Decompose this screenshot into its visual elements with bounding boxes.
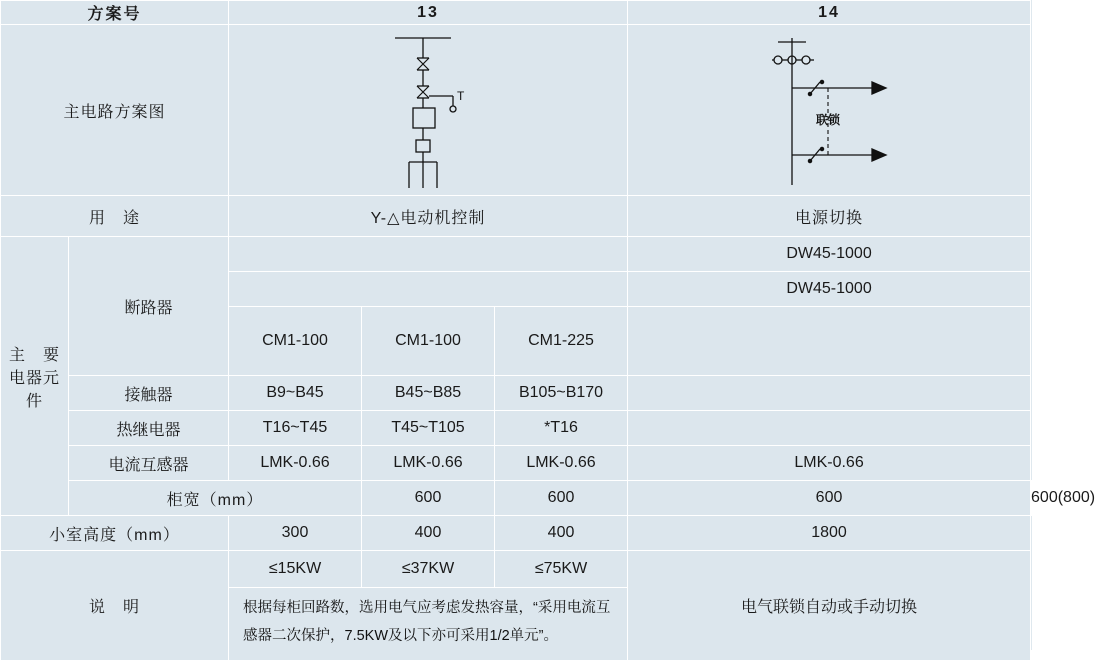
table-row-scheme-number [1, 1, 1032, 25]
star-delta-motor-circuit-icon [373, 30, 483, 190]
row-label-main-circuit-diagram: 主电路方案图 [1, 25, 229, 196]
breaker-14-row1: DW45-1000 [628, 237, 1031, 272]
row-label-current-transformer: 电流互感器 [69, 446, 229, 481]
cabinet-width-13-c: 600 [628, 481, 1031, 516]
row-label-compartment-height: 小室高度（mm） [1, 516, 229, 551]
row-label-note: 说 明 [1, 551, 229, 661]
purpose-value-14: 电源切换 [628, 196, 1031, 237]
purpose-value-13: Y-△电动机控制 [229, 196, 628, 237]
circuit-diagram-13 [229, 25, 628, 196]
power-rating-13-b: ≤37KW [362, 551, 495, 588]
table-row-main-circuit-diagram [1, 25, 1032, 196]
breaker-13-c: CM1-225 [495, 307, 628, 376]
current-transformer-13-b: LMK-0.66 [362, 446, 495, 481]
contactor-13-b: B45~B85 [362, 376, 495, 411]
row-label-contactor: 接触器 [69, 376, 229, 411]
table-row-thermal-relay [1, 411, 1032, 446]
power-rating-13-c: ≤75KW [495, 551, 628, 588]
row-label-scheme-no: 方案号 [1, 1, 229, 25]
scheme-number-13: 13 [229, 1, 628, 25]
compartment-height-13-a: 300 [229, 516, 362, 551]
current-transformer-13-a: LMK-0.66 [229, 446, 362, 481]
main-components-label-line2: 电器元件 [8, 369, 60, 410]
note-14: 电气联锁自动或手动切换 [628, 551, 1031, 661]
thermal-relay-13-a: T16~T45 [229, 411, 362, 446]
diagram-label-transformer: T [457, 89, 465, 103]
circuit-diagram-14-wrap [628, 25, 1030, 195]
breaker-14-row2: DW45-1000 [628, 272, 1031, 307]
scheme-number-14: 14 [628, 1, 1031, 25]
table-row-current-transformer [1, 446, 1032, 481]
row-label-main-components [1, 237, 69, 516]
circuit-diagram-14 [628, 25, 1031, 196]
breaker-13-blank-1 [229, 237, 628, 272]
table-row-purpose [1, 196, 1032, 237]
breaker-14-row3 [628, 307, 1031, 376]
row-label-purpose: 用 途 [1, 196, 229, 237]
note-13-cell [229, 588, 628, 661]
table-row-power-ratings [1, 551, 1032, 588]
cabinet-width-13-b: 600 [495, 481, 628, 516]
compartment-height-13-b: 400 [362, 516, 495, 551]
compartment-height-13-c: 400 [495, 516, 628, 551]
circuit-diagram-13-wrap [229, 25, 627, 195]
diagram-label-interlock: 联锁 [816, 113, 841, 127]
table-row-breaker-1 [1, 237, 1032, 272]
power-rating-13-a: ≤15KW [229, 551, 362, 588]
row-label-cabinet-width: 柜宽（mm） [69, 481, 362, 516]
table-row-compartment-height [1, 516, 1032, 551]
thermal-relay-13-c: *T16 [495, 411, 628, 446]
table-row-cabinet-width [1, 481, 1032, 516]
row-label-thermal-relay: 热继电器 [69, 411, 229, 446]
contactor-14 [628, 376, 1031, 411]
current-transformer-14: LMK-0.66 [628, 446, 1031, 481]
compartment-height-14: 1800 [628, 516, 1031, 551]
current-transformer-13-c: LMK-0.66 [495, 446, 628, 481]
breaker-13-b: CM1-100 [362, 307, 495, 376]
contactor-13-c: B105~B170 [495, 376, 628, 411]
cabinet-width-13-a: 600 [362, 481, 495, 516]
thermal-relay-13-b: T45~T105 [362, 411, 495, 446]
power-transfer-interlock-circuit-icon [754, 30, 904, 190]
main-components-label-line1: 主 要 [8, 346, 60, 364]
breaker-13-blank-2 [229, 272, 628, 307]
thermal-relay-14 [628, 411, 1031, 446]
cabinet-width-14: 600(800) [1031, 489, 1095, 506]
breaker-13-a: CM1-100 [229, 307, 362, 376]
table-row-contactor [1, 376, 1032, 411]
row-label-breaker: 断路器 [69, 237, 229, 376]
note-13-text: 根据每柜回路数，选用电气应考虑发热容量，“采用电流互感器二次保护，7.5KW及以下亦可采用1/2单元”。 [243, 600, 611, 644]
contactor-13-a: B9~B45 [229, 376, 362, 411]
